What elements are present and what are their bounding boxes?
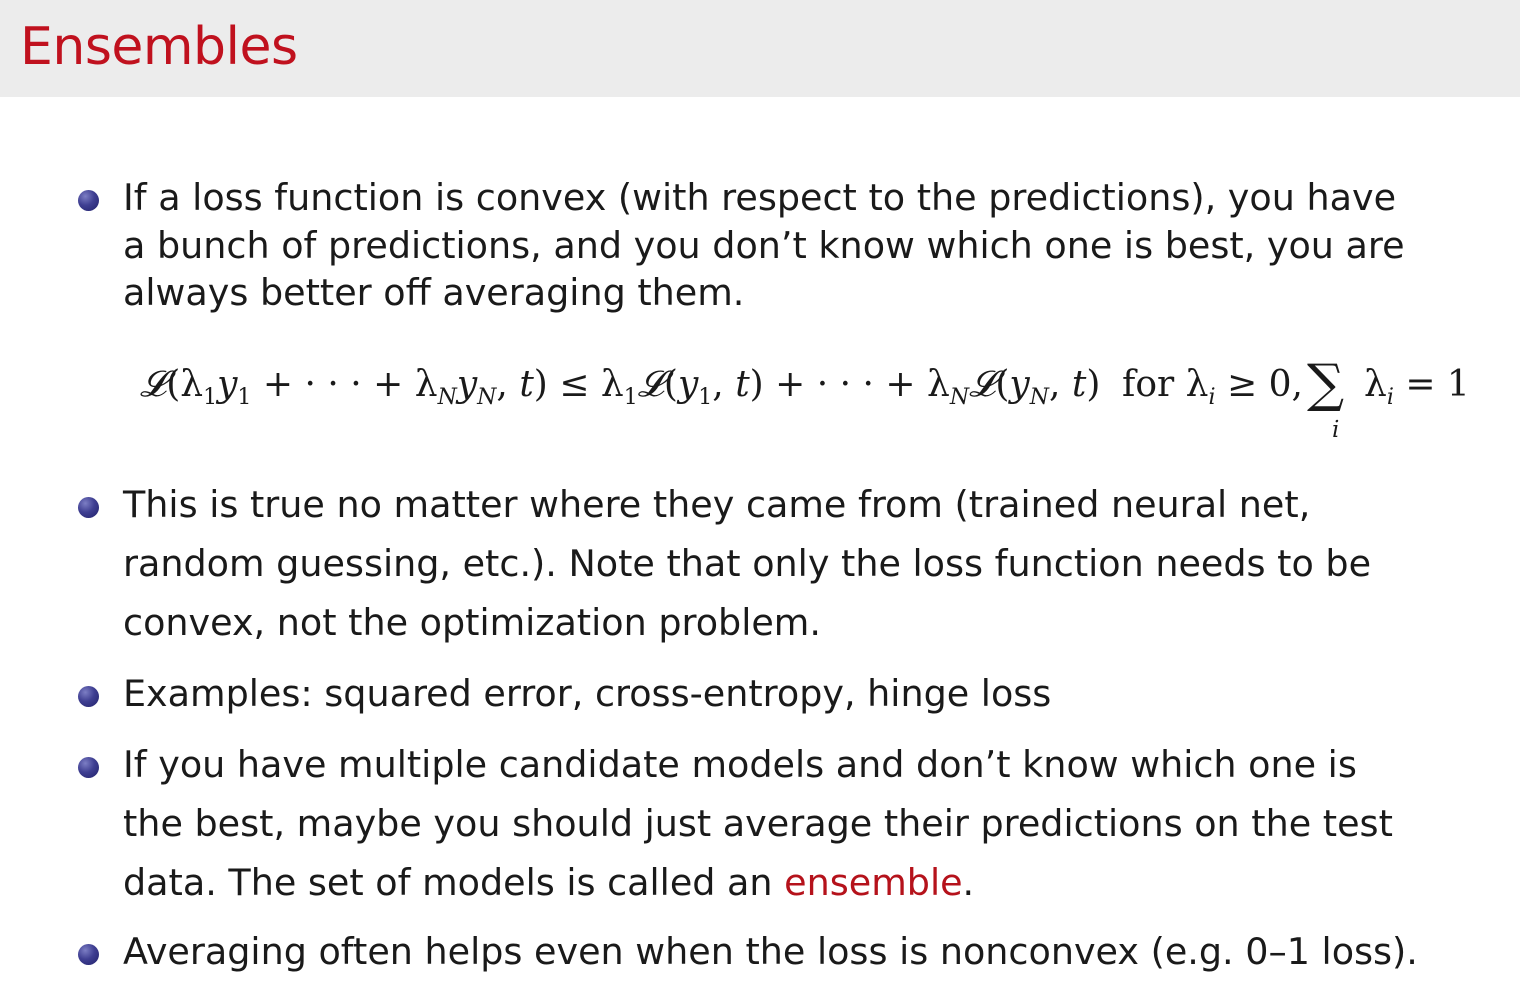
bullet-icon: [78, 497, 99, 518]
sum-subscript: i: [1332, 417, 1340, 443]
bullet-line: a bunch of predictions, and you don’t know which one is best, you are: [123, 223, 1405, 267]
bullet-line: This is true no matter where they came from (trained neural net,: [123, 483, 1311, 526]
equation-condition: for $\lambda_i \ge 0$,: [1122, 364, 1303, 410]
bullet-line: random guessing, etc.). Note that only the loss function needs to be: [123, 542, 1372, 585]
bullet-line: the best, maybe you should just average their predictions on the test: [123, 802, 1393, 845]
bullet-line: Examples: squared error, cross-entropy, hinge loss: [123, 672, 1052, 715]
bullet-line: [123, 853, 1501, 912]
bullet-icon: [78, 190, 99, 211]
slide-title: Ensembles: [20, 17, 298, 77]
bullet-line: always better off averaging them.: [123, 271, 745, 314]
bullet-line: convex, not the optimization problem.: [123, 601, 821, 644]
bullet-icon: [78, 757, 99, 778]
bullet-icon: [78, 686, 99, 707]
jensen-inequality-equation: [140, 354, 1500, 443]
bullet-line-suffix: .: [962, 861, 975, 904]
equation-sum-constraint: $\lambda_i = 1$: [1364, 364, 1470, 410]
bullet-line: If you have multiple candidate models and don’t know which one is: [123, 743, 1357, 786]
bullet-text: [123, 922, 1501, 981]
bullet-line: Averaging often helps even when the loss is nonconvex (e.g. 0–1 loss).: [123, 930, 1418, 973]
equation-inequality: $𝓛(\lambda_1y_1$ + · · · + $\lambda_Ny_N$, $t) \le \lambda_1𝓛(y_1$, t) + · · · + $\lambda_N𝓛(y_N$, t): [140, 364, 1101, 410]
slide-header: [0, 0, 1520, 97]
bullet-line: If a loss function is convex (with respect to the predictions), you have: [123, 176, 1397, 219]
bullet-line-prefix: data. The set of models is called an: [123, 861, 785, 904]
bullet-text: [123, 664, 1501, 723]
bullet-text: [123, 174, 1501, 317]
bullet-icon: [78, 944, 99, 965]
bullet-text: [123, 735, 1501, 912]
ensemble-term: ensemble: [784, 861, 963, 904]
sum-symbol: ∑: [1307, 354, 1345, 414]
bullet-text: [123, 475, 1501, 652]
